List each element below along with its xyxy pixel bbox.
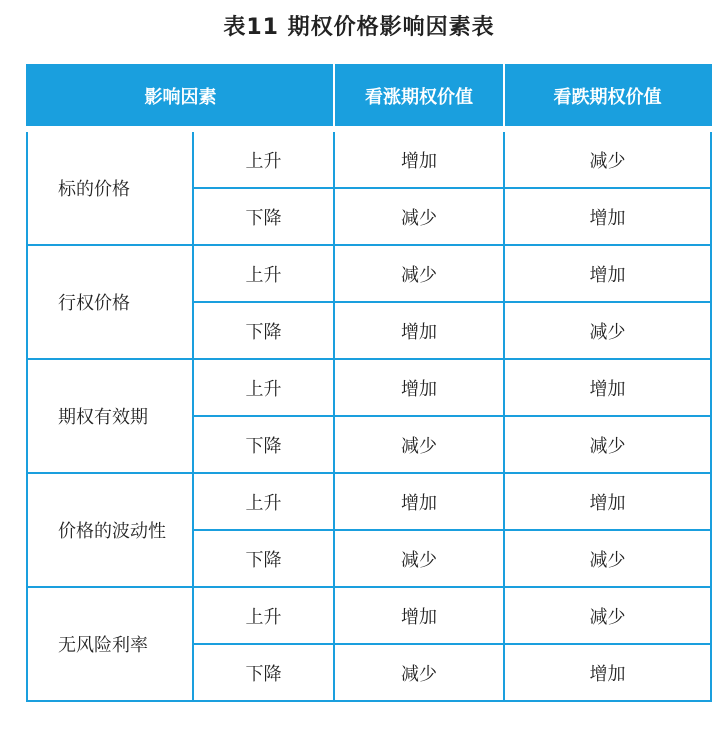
- table-row: [27, 587, 711, 644]
- factor-name: 标的价格: [27, 129, 193, 245]
- option-price-factors-table: [26, 64, 712, 702]
- table-title: 表11 期权价格影响因素表: [223, 15, 495, 40]
- put-effect-cell: 增加: [504, 644, 711, 701]
- put-effect-cell: 减少: [504, 530, 711, 587]
- call-effect-cell: 减少: [334, 644, 504, 701]
- call-effect-cell: 增加: [334, 359, 504, 416]
- table-row: [27, 359, 711, 416]
- header-put-value: 看跌期权价值: [504, 65, 711, 129]
- put-effect-cell: 减少: [504, 416, 711, 473]
- call-effect-cell: 增加: [334, 587, 504, 644]
- factor-name: 期权有效期: [27, 359, 193, 473]
- factor-name: 无风险利率: [27, 587, 193, 701]
- change-cell: 下降: [193, 188, 334, 245]
- change-cell: 上升: [193, 245, 334, 302]
- call-effect-cell: 减少: [334, 530, 504, 587]
- call-effect-cell: 减少: [334, 188, 504, 245]
- header-factor: 影响因素: [27, 65, 334, 129]
- change-cell: 下降: [193, 644, 334, 701]
- put-effect-cell: 减少: [504, 302, 711, 359]
- change-cell: 上升: [193, 359, 334, 416]
- call-effect-cell: 增加: [334, 302, 504, 359]
- put-effect-cell: 增加: [504, 245, 711, 302]
- table-header-row: [27, 65, 711, 129]
- call-effect-cell: 增加: [334, 473, 504, 530]
- header-call-value: 看涨期权价值: [334, 65, 504, 129]
- put-effect-cell: 减少: [504, 587, 711, 644]
- put-effect-cell: 增加: [504, 359, 711, 416]
- change-cell: 下降: [193, 416, 334, 473]
- call-effect-cell: 减少: [334, 245, 504, 302]
- table-row: [27, 129, 711, 188]
- change-cell: 上升: [193, 587, 334, 644]
- factor-name: 价格的波动性: [27, 473, 193, 587]
- change-cell: 上升: [193, 129, 334, 188]
- change-cell: 下降: [193, 302, 334, 359]
- call-effect-cell: 增加: [334, 129, 504, 188]
- change-cell: 下降: [193, 530, 334, 587]
- put-effect-cell: 减少: [504, 129, 711, 188]
- put-effect-cell: 增加: [504, 188, 711, 245]
- table-row: [27, 473, 711, 530]
- call-effect-cell: 减少: [334, 416, 504, 473]
- put-effect-cell: 增加: [504, 473, 711, 530]
- change-cell: 上升: [193, 473, 334, 530]
- table-row: [27, 245, 711, 302]
- factor-name: 行权价格: [27, 245, 193, 359]
